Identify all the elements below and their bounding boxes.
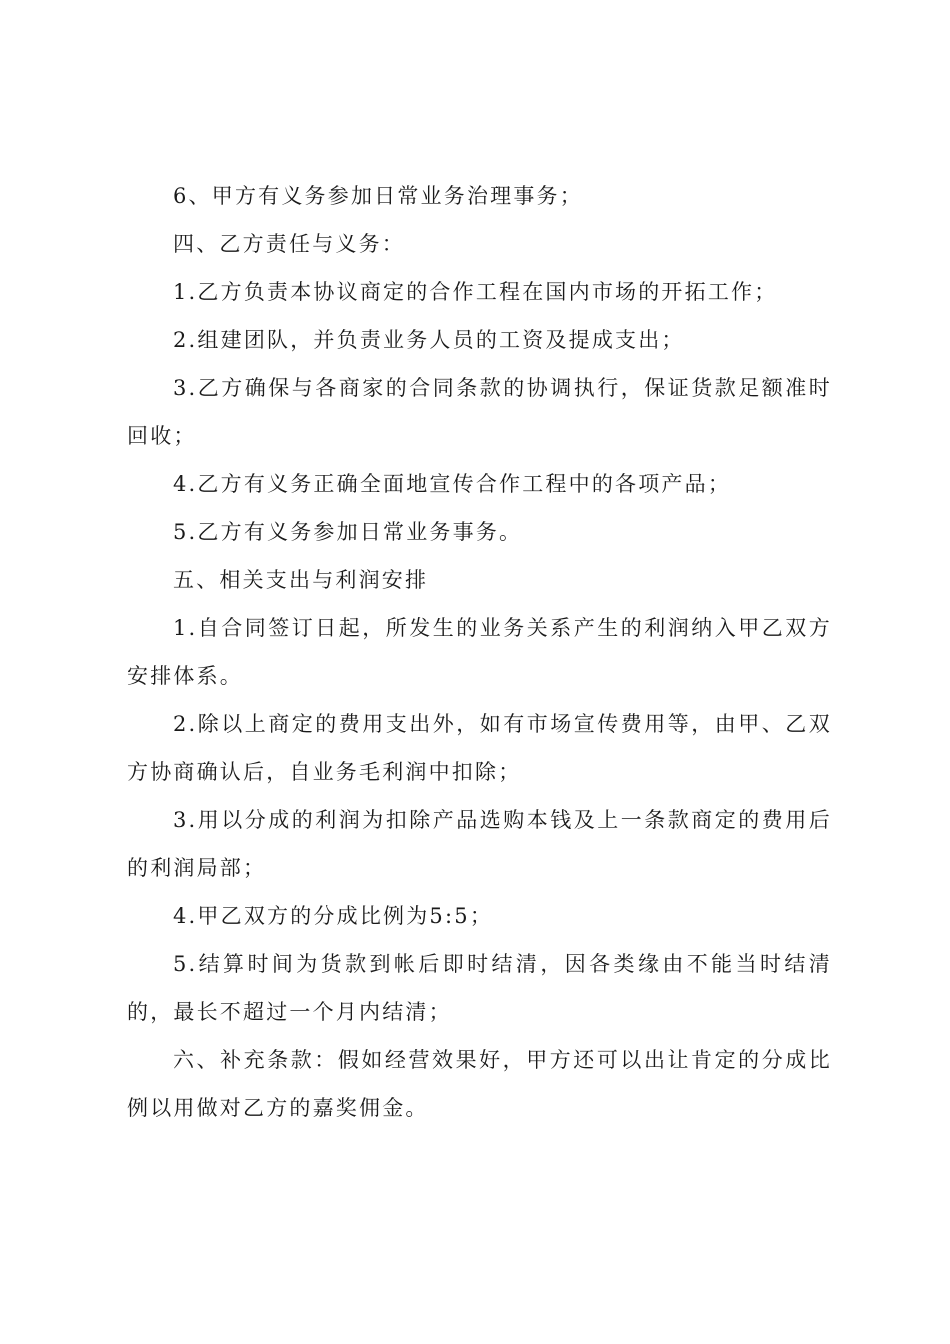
paragraph: 4.乙方有义务正确全面地宣传合作工程中的各项产品； <box>173 472 732 496</box>
paragraph: 2.除以上商定的费用支出外，如有市场宣传费用等，由甲、乙双方协商确认后，自业务毛利润中扣除； <box>127 712 832 784</box>
paragraph: 6、甲方有义务参加日常业务治理事务； <box>173 184 583 208</box>
paragraph: 2.组建团队，并负责业务人员的工资及提成支出； <box>173 328 685 352</box>
paragraph: 1.自合同签订日起，所发生的业务关系产生的利润纳入甲乙双方安排体系。 <box>127 616 832 688</box>
section-heading: 五、相关支出与利润安排 <box>173 568 429 592</box>
paragraph: 1.乙方负责本协议商定的合作工程在国内市场的开拓工作； <box>173 280 778 304</box>
section-heading: 六、补充条款：假如经营效果好，甲方还可以出让肯定的分成比例以用做对乙方的嘉奖佣金。 <box>127 1048 832 1120</box>
section-heading: 四、乙方责任与义务： <box>173 232 405 256</box>
paragraph: 3.乙方确保与各商家的合同条款的协调执行，保证货款足额准时回收； <box>127 376 832 448</box>
paragraph: 5.乙方有义务参加日常业务事务。 <box>173 520 523 544</box>
paragraph: 5.结算时间为货款到帐后即时结清，因各类缘由不能当时结清的，最长不超过一个月内结清； <box>127 952 832 1024</box>
document-body <box>127 185 832 1145</box>
paragraph: 3.用以分成的利润为扣除产品选购本钱及上一条款商定的费用后的利润局部； <box>127 808 832 880</box>
paragraph: 4.甲乙双方的分成比例为5:5； <box>173 904 494 928</box>
